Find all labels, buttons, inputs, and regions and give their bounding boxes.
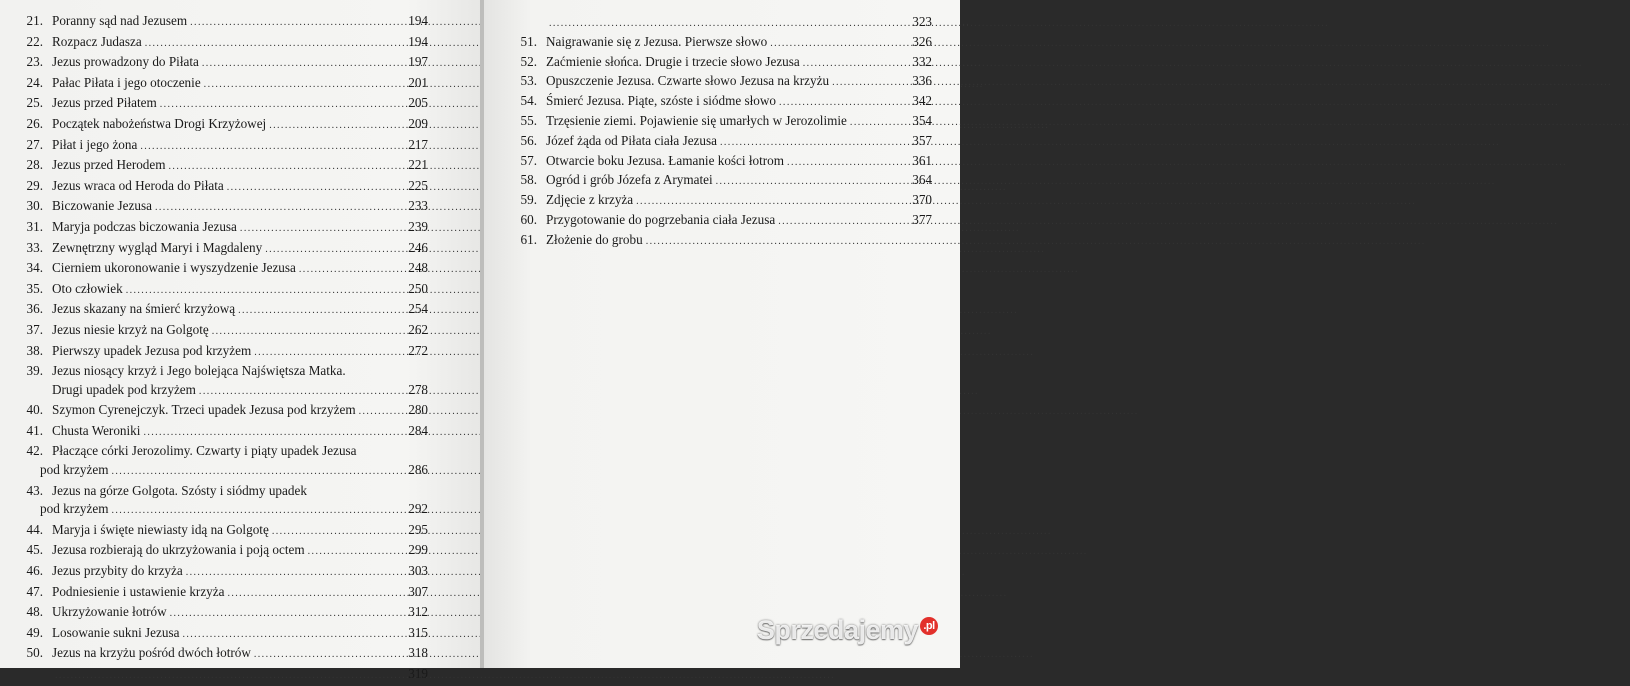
toc-page-number: 262 (408, 321, 428, 337)
toc-entry-title: Otwarcie boku Jezusa. Łamanie kości łotrom (546, 152, 785, 168)
toc-entry-title: Podniesienie i ustawienie krzyża (52, 583, 225, 599)
toc-entry-number: 37. (26, 321, 43, 337)
toc-page-number: 318 (408, 645, 428, 661)
toc-entry-number: 45. (26, 542, 43, 558)
toc-page-number: 342 (912, 93, 932, 109)
toc-entry-number: 55. (520, 112, 537, 128)
dot-leader (308, 543, 401, 562)
toc-entry-number: 51. (520, 33, 537, 49)
dot-leader (145, 35, 401, 54)
toc-page-number: 239 (408, 218, 428, 234)
toc-entry (512, 72, 932, 92)
toc-page-number: 233 (408, 198, 428, 214)
toc-entry (18, 177, 428, 198)
toc-entry-title: Jezus prowadzony do Piłata (52, 54, 199, 70)
toc-page-number: 315 (408, 624, 428, 640)
toc-page-number: 357 (912, 132, 932, 148)
toc-page-number: 286 (408, 462, 428, 478)
toc-entry-title: Jezus niosący krzyż i Jego bolejąca Najświętsza Matka. (52, 363, 346, 379)
dot-leader (111, 463, 401, 482)
dot-leader (199, 383, 401, 402)
dot-leader (190, 14, 401, 33)
toc-entry (18, 156, 428, 177)
toc-page-number: 246 (408, 239, 428, 255)
toc-entry (18, 321, 428, 342)
toc-entry (18, 280, 428, 301)
toc-entry-title: Szymon Cyrenejczyk. Trzeci upadek Jezusa pod krzyżem (52, 402, 356, 418)
toc-entry (18, 541, 428, 562)
dot-leader (254, 344, 401, 363)
toc-entry-number: 36. (26, 301, 43, 317)
toc-entry-number: 61. (520, 231, 537, 247)
table-of-contents-right (512, 13, 932, 251)
toc-entry-number: 27. (26, 136, 43, 152)
toc-page-number: 197 (408, 54, 428, 70)
toc-entry-title: Oto człowiek (52, 280, 123, 296)
toc-page-number: 364 (912, 172, 932, 188)
dot-leader (549, 15, 905, 33)
toc-entry-title: Płaczące córki Jerozolimy. Czwarty i piąty upadek Jezusa (52, 443, 357, 459)
toc-entry-title: Śmierć Jezusa. Piąte, szóste i siódme słowo (546, 93, 777, 109)
table-of-contents-left (18, 12, 428, 686)
toc-page-number: 319 (408, 666, 428, 681)
toc-page-number: 326 (912, 33, 932, 49)
dot-leader (227, 585, 401, 604)
toc-entry-title: Drugi upadek pod krzyżem (52, 381, 196, 397)
toc-entry-number: 56. (520, 132, 537, 148)
toc-entry-number: 59. (520, 192, 537, 208)
toc-entry-title: Jezus wraca od Heroda do Piłata (52, 177, 224, 193)
toc-entry (18, 665, 428, 686)
toc-page-number: 370 (912, 192, 932, 208)
dot-leader (182, 626, 401, 645)
dot-leader (126, 282, 401, 301)
dot-leader (111, 502, 401, 521)
toc-entry-number: 41. (26, 422, 43, 438)
toc-entry (18, 218, 428, 239)
toc-entry-title: Opuszczenie Jezusa. Czwarte słowo Jezusa na krzyżu (546, 73, 830, 89)
toc-entry-number: 22. (26, 33, 43, 49)
toc-entry (512, 112, 932, 132)
toc-entry (18, 583, 428, 604)
toc-entry (18, 624, 428, 645)
toc-entry-title: Ukrzyżowanie łotrów (52, 604, 167, 620)
toc-page-number: 221 (408, 157, 428, 173)
dot-leader (170, 605, 401, 624)
toc-entry-number: 46. (26, 563, 43, 579)
toc-entry-title: Przygotowanie do pogrzebania ciała Jezusa (546, 211, 776, 227)
toc-entry-title: pod krzyżem (40, 501, 109, 517)
toc-page-number: 312 (408, 604, 428, 620)
toc-entry (18, 115, 428, 136)
toc-entry-title: Zdjęcie z krzyża (546, 192, 634, 208)
toc-entry-title: Jezus przed Piłatem (52, 95, 157, 111)
toc-entry-title: Pałac Piłata i jego otoczenie (52, 74, 201, 90)
toc-entry (512, 33, 932, 53)
watermark-badge: .pl (920, 617, 938, 635)
dot-leader (204, 76, 401, 95)
toc-entry (512, 92, 932, 112)
toc-entry-number: 29. (26, 177, 43, 193)
toc-entry-number: 33. (26, 239, 43, 255)
toc-entry-title: pod krzyżem (40, 462, 109, 478)
toc-entry-number: 28. (26, 157, 43, 173)
toc-entry-number: 58. (520, 172, 537, 188)
toc-entry (18, 482, 428, 521)
toc-page-number: 354 (912, 112, 932, 128)
toc-entry (18, 562, 428, 583)
toc-entry (512, 152, 932, 172)
toc-entry-title: Chusta Weroniki (52, 422, 141, 438)
toc-page-number: 307 (408, 583, 428, 599)
dot-leader (636, 193, 905, 211)
toc-entry-title: Biczowanie Jezusa (52, 198, 152, 214)
toc-page-number: 194 (408, 13, 428, 28)
toc-entry-title: Złożenie do grobu (546, 231, 643, 247)
toc-page-number: 248 (408, 260, 428, 276)
toc-page-number: 194 (408, 33, 428, 49)
toc-entry-number: 38. (26, 342, 43, 358)
dot-leader (299, 261, 401, 280)
toc-entry-title: Naigrawanie się z Jezusa. Pierwsze słowo (546, 33, 768, 49)
toc-entry-title: Piłat i jego żona (52, 136, 138, 152)
toc-entry (18, 197, 428, 218)
toc-entry (18, 644, 428, 665)
toc-entry (18, 53, 428, 74)
toc-entry-title: Jezus niesie krzyż na Golgotę (52, 321, 209, 337)
toc-page-number: 323 (912, 14, 932, 29)
toc-entry (18, 74, 428, 95)
watermark-text: Sprzedajemy (756, 615, 918, 645)
toc-entry-title: Ogród i grób Józefa z Arymatei (546, 172, 713, 188)
toc-entry (512, 211, 932, 231)
toc-page-number: 361 (912, 152, 932, 168)
watermark-logo (757, 615, 938, 646)
dot-leader (155, 199, 401, 218)
toc-entry (18, 136, 428, 157)
dot-leader (240, 220, 401, 239)
toc-entry-number: 42. (26, 443, 43, 459)
toc-entry-number: 54. (520, 93, 537, 109)
toc-page-number: 284 (408, 422, 428, 438)
toc-entry (18, 94, 428, 115)
toc-entry (18, 342, 428, 363)
toc-entry-number: 49. (26, 624, 43, 640)
dot-leader (716, 173, 905, 191)
toc-entry-title: Maryja i święte niewiasty idą na Golgotę (52, 521, 269, 537)
toc-entry-title: Trzęsienie ziemi. Pojawienie się umarłych w Jerozolimie (546, 112, 847, 128)
toc-entry (512, 191, 932, 211)
toc-entry-title: Zaćmienie słońca. Drugie i trzecie słowo Jezusa (546, 53, 800, 69)
toc-entry-title: Losowanie sukni Jezusa (52, 624, 180, 640)
dot-leader (140, 138, 401, 157)
toc-entry-title: Zewnętrzny wygląd Maryi i Magdaleny (52, 239, 263, 255)
toc-page-number: 272 (408, 342, 428, 358)
left-page (0, 0, 480, 681)
toc-entry-title: Początek nabożeństwa Drogi Krzyżowej (52, 115, 267, 131)
toc-entry-number: 57. (520, 152, 537, 168)
toc-page-number: 209 (408, 115, 428, 131)
toc-entry-title: Jezusa rozbierają do ukrzyżowania i poją octem (52, 542, 305, 558)
dot-leader (55, 667, 401, 686)
toc-page-number: 280 (408, 402, 428, 418)
toc-entry-number: 60. (520, 211, 537, 227)
dot-leader (720, 134, 905, 152)
toc-entry (18, 300, 428, 321)
toc-entry-number: 52. (520, 53, 537, 69)
toc-entry-title: Jezus na krzyżu pośród dwóch łotrów (52, 645, 251, 661)
toc-entry-number: 50. (26, 645, 43, 661)
dot-leader (265, 241, 401, 260)
toc-entry (512, 132, 932, 152)
toc-entry-title: Jezus skazany na śmierć krzyżową (52, 301, 236, 317)
toc-entry (512, 231, 932, 251)
toc-entry-title: Pierwszy upadek Jezusa pod krzyżem (52, 342, 252, 358)
toc-entry (18, 33, 428, 54)
toc-page-number: 332 (912, 53, 932, 69)
toc-entry-number: 24. (26, 74, 43, 90)
toc-page-number: 205 (408, 95, 428, 111)
toc-entry-title: Rozpacz Judasza (52, 33, 142, 49)
toc-entry-title: Józef żąda od Piłata ciała Jezusa (546, 132, 717, 148)
toc-page-number: 278 (408, 381, 428, 397)
dot-leader (850, 114, 905, 132)
toc-page-number: 295 (408, 521, 428, 537)
toc-page-number: 254 (408, 301, 428, 317)
toc-entry-number: 30. (26, 198, 43, 214)
toc-page-number: 299 (408, 542, 428, 558)
toc-entry-number: 47. (26, 583, 43, 599)
dot-leader (359, 403, 401, 422)
dot-leader (269, 117, 401, 136)
right-page (484, 0, 960, 668)
toc-page-number: 217 (408, 136, 428, 152)
dot-leader (832, 74, 905, 92)
toc-entry (18, 259, 428, 280)
toc-entry-number: 31. (26, 218, 43, 234)
toc-entry (18, 12, 428, 33)
toc-page-number: 292 (408, 501, 428, 517)
toc-entry-title: Poranny sąd nad Jezusem (52, 13, 188, 28)
toc-entry (18, 442, 428, 481)
toc-entry-number: 44. (26, 521, 43, 537)
dot-leader (254, 646, 401, 665)
dot-leader (238, 302, 401, 321)
toc-entry-number: 40. (26, 402, 43, 418)
dot-leader (227, 179, 401, 198)
toc-entry (18, 401, 428, 422)
dot-leader (770, 35, 905, 53)
toc-page-number: 336 (912, 73, 932, 89)
toc-entry-title: Jezus przed Herodem (52, 157, 166, 173)
toc-entry (18, 603, 428, 624)
dot-leader (169, 158, 401, 177)
toc-entry (18, 422, 428, 443)
toc-entry (512, 13, 932, 33)
dot-leader (779, 94, 905, 112)
toc-entry (18, 239, 428, 260)
dot-leader (272, 523, 401, 542)
toc-entry-number: 53. (520, 73, 537, 89)
toc-entry-number: 48. (26, 604, 43, 620)
toc-entry-title: Maryja podczas biczowania Jezusa (52, 218, 237, 234)
dot-leader (778, 213, 905, 231)
toc-entry-number: 25. (26, 95, 43, 111)
toc-entry-title: Cierniem ukoronowanie i wyszydzenie Jezusa (52, 260, 296, 276)
toc-entry-title: Jezus na górze Golgota. Szósty i siódmy upadek (52, 482, 307, 498)
dot-leader (212, 323, 401, 342)
dot-leader (202, 55, 401, 74)
toc-entry (512, 53, 932, 73)
toc-entry-number: 43. (26, 482, 43, 498)
dot-leader (186, 564, 401, 583)
toc-entry-title: Jezus przybity do krzyża (52, 563, 183, 579)
toc-entry (18, 362, 428, 401)
toc-entry-number: 21. (26, 13, 43, 28)
toc-page-number: 303 (408, 563, 428, 579)
toc-page-number: 377 (912, 211, 932, 227)
toc-entry-number: 26. (26, 115, 43, 131)
toc-page-number: 250 (408, 280, 428, 296)
toc-page-number: 225 (408, 177, 428, 193)
toc-entry (512, 171, 932, 191)
toc-entry-number: 39. (26, 363, 43, 379)
dot-leader (143, 424, 401, 443)
toc-entry-number: 23. (26, 54, 43, 70)
toc-page-number: 201 (408, 74, 428, 90)
dot-leader (160, 96, 401, 115)
dot-leader (803, 55, 905, 73)
toc-entry (18, 521, 428, 542)
toc-entry-number: 34. (26, 260, 43, 276)
toc-entry-number: 35. (26, 280, 43, 296)
dot-leader (787, 154, 905, 172)
dot-leader (646, 233, 905, 251)
